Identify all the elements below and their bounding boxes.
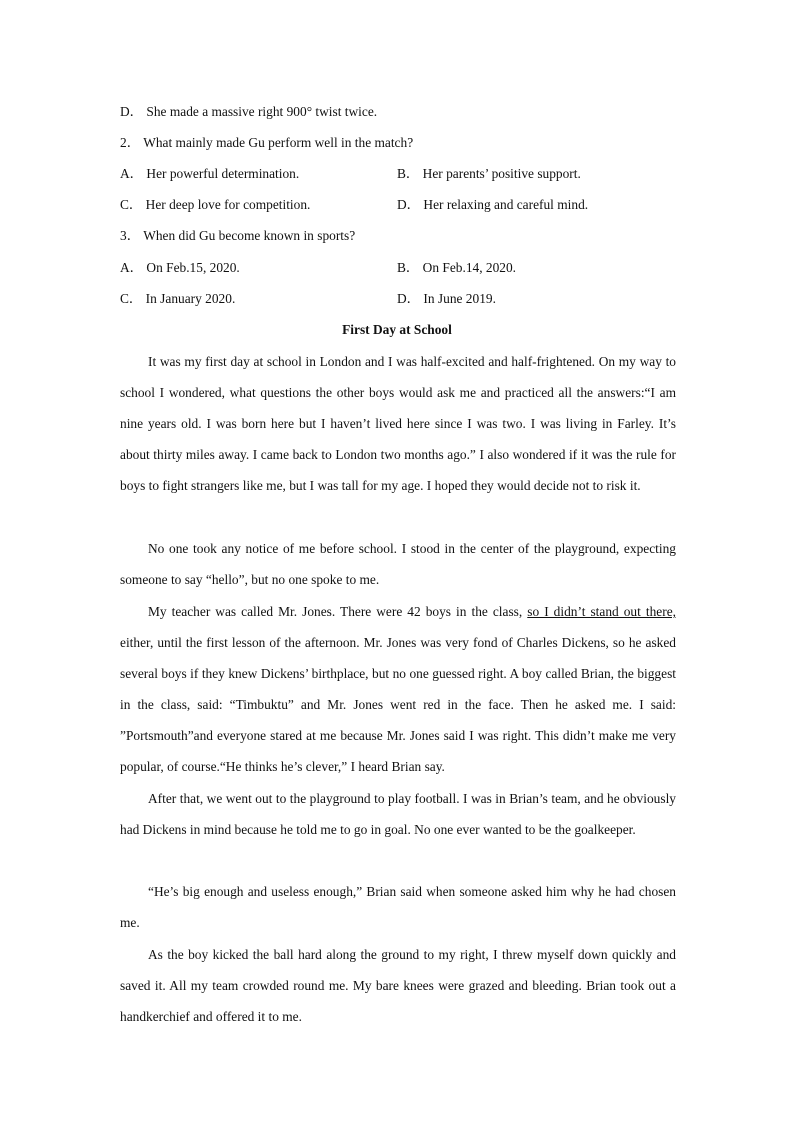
article-title: First Day at School [342, 322, 452, 337]
article-paragraph-5: “He’s big enough and useless enough,” Brian said when someone asked him why he had chosen me. [120, 884, 676, 930]
q3-stem: 3． When did Gu become known in sports? [120, 228, 356, 243]
article-paragraph-3 [120, 596, 676, 782]
underlined-phrase: so I didn’t stand out there, [527, 604, 676, 619]
article-paragraph-4: After that, we went out to the playground to play football. I was in Brian’s team, and he obviously had Dickens in mind because he told me to go in goal. No one ever wanted to be the goalkeeper. [120, 791, 676, 837]
q2-option-a: A． Her powerful determination. [120, 166, 300, 181]
q3-option-a: A． On Feb.15, 2020. [120, 260, 240, 275]
q3-option-c: C． In January 2020. [120, 291, 236, 306]
q1-option-d: D． She made a massive right 900° twist twice. [120, 104, 378, 119]
q2-option-d: D． Her relaxing and careful mind. [397, 197, 589, 212]
q3-option-d: D． In June 2019. [397, 291, 496, 306]
article-paragraph-1: It was my first day at school in London and I was half-excited and half-frightened. On my way to school I wondered, what questions the other boys would ask me and practiced all the answers:“I am nine years old. I was born here but I haven’t lived here since I was two. I was living in Farley. It’s about thirty miles away. I came back to London two months ago.” I also wondered if it was the rule for boys to fight strangers like me, but I was tall for my age. I hoped they would decide not to risk it. [120, 354, 676, 493]
q2-stem: 2． What mainly made Gu perform well in the match? [120, 135, 414, 150]
article-paragraph-6: As the boy kicked the ball hard along the ground to my right, I threw myself down quickly and saved it. All my team crowded round me. My bare knees were grazed and bleeding. Brian took out a handkerchief and offered it to me. [120, 947, 676, 1024]
q2-option-c: C． Her deep love for competition. [120, 197, 311, 212]
paragraph-3-text-end: either, until the first lesson of the afternoon. Mr. Jones was very fond of Charles Dickens, so he asked several boys if they knew Dickens’ birthplace, but no one guessed right. A boy called Brian, the biggest in the class, said: “Timbuktu” and Mr. Jones went red in the face. Then he asked me. I said: ”Portsmouth”and everyone stared at me because Mr. Jones said I was right. This didn’t make me very popular, of course.“He thinks he’s clever,” I heard Brian say. [120, 635, 676, 774]
article-paragraph-2: No one took any notice of me before school. I stood in the center of the playground, expecting someone to say “hello”, but no one spoke to me. [120, 541, 676, 587]
paragraph-3-text-start: My teacher was called Mr. Jones. There were 42 boys in the class, [148, 604, 528, 619]
q2-option-b: B． Her parents’ positive support. [397, 166, 581, 181]
q3-option-b: B． On Feb.14, 2020. [397, 260, 517, 275]
